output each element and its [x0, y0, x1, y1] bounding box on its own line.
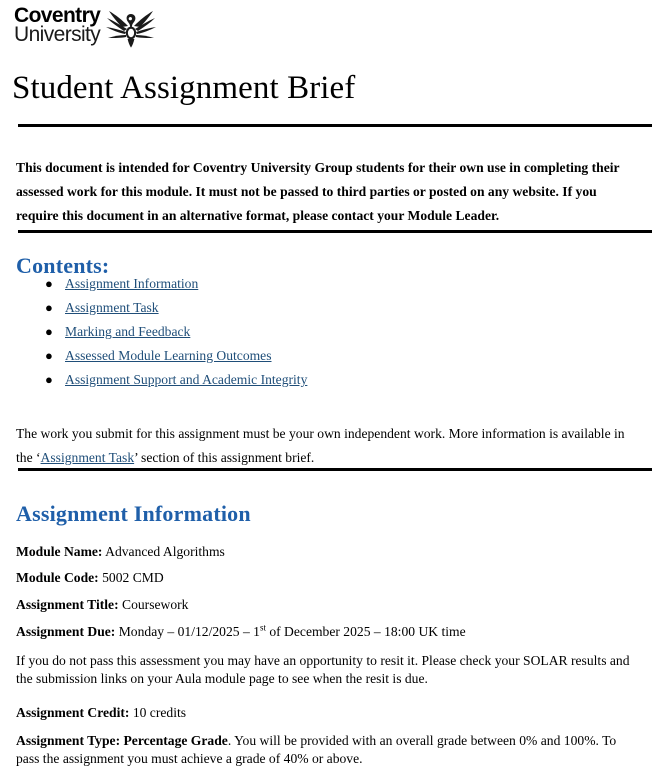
- toc-link-marking-and-feedback[interactable]: Marking and Feedback: [65, 324, 191, 339]
- contents-list: [0, 272, 307, 392]
- toc-link-assignment-support-and-academic-integrity[interactable]: Assignment Support and Academic Integrity: [65, 372, 308, 387]
- bullet-icon: ●: [45, 348, 53, 363]
- divider-contents: [18, 230, 652, 233]
- independent-work-note-text-after: ’ section of this assignment brief.: [134, 449, 315, 465]
- independent-work-note: [16, 422, 642, 470]
- field-module-name-value: Advanced Algorithms: [105, 543, 225, 559]
- inline-link-assignment-task[interactable]: Assignment Task: [40, 449, 135, 465]
- field-module-name: [16, 540, 225, 564]
- toc-link-assignment-task[interactable]: Assignment Task: [65, 300, 159, 315]
- list-item[interactable]: [0, 296, 307, 320]
- field-assignment-due-label: Assignment Due:: [16, 623, 116, 639]
- toc-link-assessed-module-learning-outcomes[interactable]: Assessed Module Learning Outcomes: [65, 348, 272, 363]
- field-assignment-due-value-post: of December 2025 – 18:00 UK time: [265, 623, 466, 639]
- assignment-type-description: . You will be provided with an overall grade between 0% and 100%. To pass the assignment you must achieve a grade of 40% or above.: [16, 732, 617, 766]
- logo-line-university: University: [14, 23, 101, 47]
- field-assignment-title-value: Coursework: [122, 596, 189, 612]
- list-item[interactable]: [0, 344, 307, 368]
- field-assignment-title: [16, 593, 188, 617]
- list-item[interactable]: [0, 320, 307, 344]
- bullet-icon: ●: [45, 300, 53, 315]
- divider-assignment-information: [18, 468, 652, 471]
- assignment-type-label: Assignment Type: Percentage Grade: [16, 732, 228, 748]
- toc-link-assignment-information[interactable]: Assignment Information: [65, 276, 199, 291]
- field-module-code-label: Module Code:: [16, 569, 99, 585]
- field-assignment-due: [16, 620, 466, 644]
- field-assignment-credit-label: Assignment Credit:: [16, 704, 130, 720]
- assignment-information-heading: Assignment Information: [16, 501, 251, 527]
- independent-work-note-text-before: The work you submit for this assignment must be your own independent work. More information is available in the ‘: [16, 425, 625, 465]
- list-item[interactable]: [0, 272, 307, 296]
- bullet-icon: ●: [45, 372, 53, 387]
- bullet-icon: ●: [45, 276, 53, 291]
- coventry-university-logo: [14, 6, 157, 48]
- page-title: Student Assignment Brief: [12, 70, 356, 107]
- logo-wordmark: [14, 6, 100, 45]
- field-module-name-label: Module Name:: [16, 543, 103, 559]
- divider-top: [18, 124, 652, 127]
- field-module-code-value: 5002 CMD: [102, 569, 164, 585]
- logo-line-coventry: Coventry: [14, 4, 101, 27]
- field-assignment-title-label: Assignment Title:: [16, 596, 119, 612]
- phoenix-emblem-icon: [105, 8, 157, 48]
- usage-notice: This document is intended for Coventry University Group students for their own use in completing their assessed work for this module. It must not be passed to third parties or posted on any website. If you require this document in an alternative format, please contact your Module Leader.: [16, 159, 620, 223]
- list-item[interactable]: [0, 368, 307, 392]
- field-assignment-due-ordinal: st: [259, 622, 266, 633]
- bullet-icon: ●: [45, 324, 53, 339]
- field-assignment-credit: [16, 704, 186, 722]
- assignment-type-note: [16, 732, 642, 768]
- resit-note: If you do not pass this assessment you may have an opportunity to resit it. Please check your SOLAR results and the submission links on your Aula module page to see when the resit is due.: [16, 652, 630, 686]
- contents-heading: Contents:: [16, 253, 110, 279]
- field-assignment-credit-value: 10 credits: [132, 704, 187, 720]
- field-module-code: [16, 566, 164, 590]
- field-assignment-due-value: Monday – 01/12/2025 – 1: [118, 623, 260, 639]
